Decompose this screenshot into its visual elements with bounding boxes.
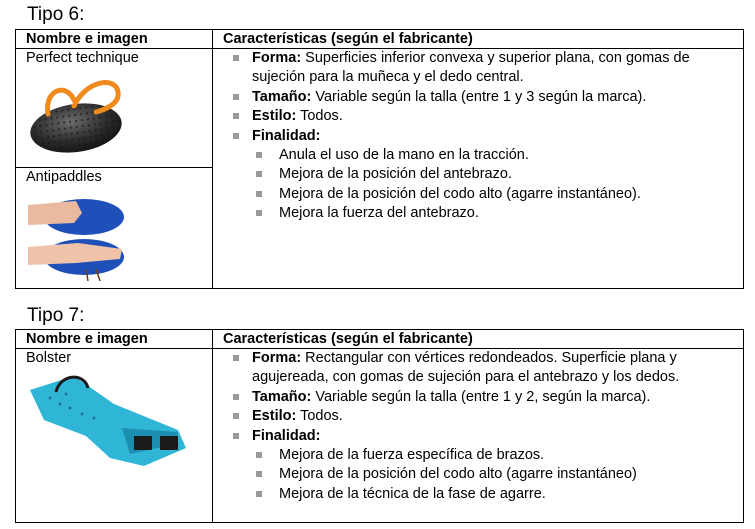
finalidad-item: Mejora de la fuerza específica de brazos. [223,446,743,465]
feature-finalidad: Finalidad: [223,127,743,146]
tipo7-features-cell [213,349,744,523]
feature-tamano: Tamaño: Variable según la talla (entre 1 y 2, según la marca). [223,388,743,407]
feature-estilo: Estilo: Todos. [223,107,743,126]
item-name: Perfect technique [26,50,139,66]
finalidad-item: Mejora de la posición del antebrazo. [223,165,743,184]
item-name: Bolster [26,350,72,366]
bolster-paddle-image [26,370,212,476]
feature-finalidad: Finalidad: [223,427,743,446]
tipo7-title: Tipo 7: [27,305,85,326]
finalidad-item: Mejora de la posición del codo alto (agarre instantáneo) [223,465,743,484]
tipo6-title: Tipo 6: [27,4,85,25]
finalidad-item: Mejora de la posición del codo alto (agarre instantáneo). [223,185,743,204]
finalidad-item: Anula el uso de la mano en la tracción. [223,146,743,165]
tipo6-feature-list [223,49,743,146]
tipo6-features-cell [213,49,744,289]
tipo7-table [15,329,744,523]
item-name: Antipaddles [26,168,102,185]
feature-forma: Forma: Superficies inferior convexa y superior plana, con gomas de sujeción para la muñeca y el dedo central. [223,49,743,88]
feature-forma: Forma: Rectangular con vértices redondeados. Superficie plana y agujereada, con gomas de sujeción para el antebrazo y los dedos. [223,349,743,388]
antipaddles-image [26,189,212,287]
tipo7-item-bolster [16,349,213,523]
tipo6-table [15,29,744,289]
finalidad-item: Mejora la fuerza del antebrazo. [223,204,743,223]
tipo6-item-perfect-technique [16,49,213,168]
perfect-technique-paddle-image [26,70,212,166]
tipo7-feature-list [223,349,743,446]
tipo6-item-antipaddles [16,167,213,288]
tipo6-finalidad-list [223,146,743,224]
tipo6-col-name-header: Nombre e imagen [16,30,213,49]
tipo6-col-features-header: Características (según el fabricante) [213,30,744,49]
tipo7-col-features-header: Características (según el fabricante) [213,330,744,349]
finalidad-item: Mejora de la técnica de la fase de agarre. [223,485,743,504]
tipo7-col-name-header: Nombre e imagen [16,330,213,349]
feature-estilo: Estilo: Todos. [223,407,743,426]
tipo7-finalidad-list [223,446,743,504]
feature-tamano: Tamaño: Variable según la talla (entre 1 y 3 según la marca). [223,88,743,107]
